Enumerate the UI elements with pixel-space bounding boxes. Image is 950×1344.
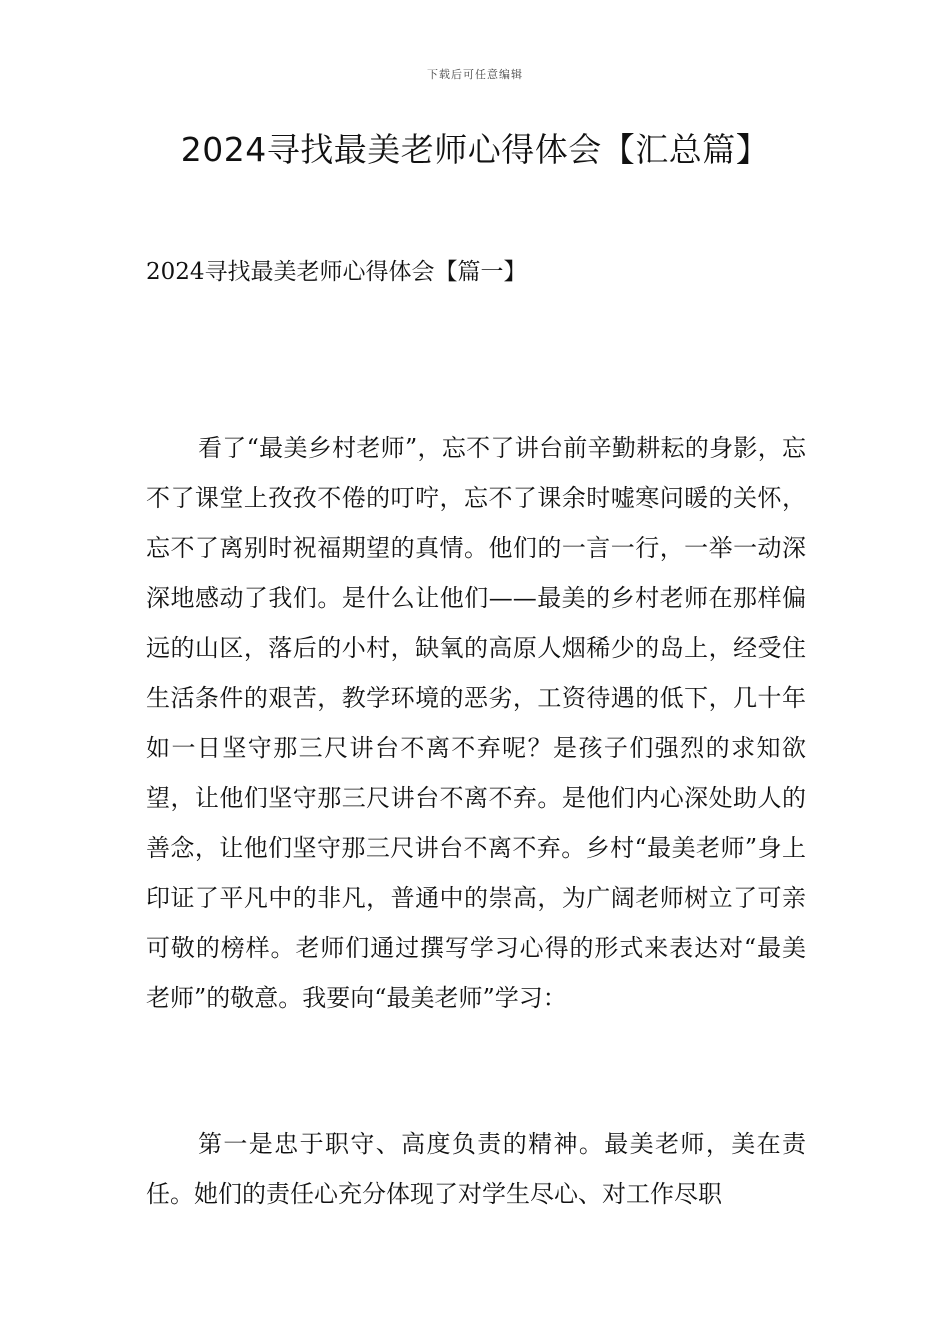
header-note: 下载后可任意编辑 [427,68,523,81]
document-title: 2024寻找最美老师心得体会【汇总篇】 [180,130,770,169]
body-paragraph: 第一是忠于职守、高度负责的精神。最美老师，美在责任。她们的责任心充分体现了对学生尽心、对工作尽职 [146,1130,806,1208]
section-heading: 2024寻找最美老师心得体会【篇一】 [146,259,527,285]
body-paragraph: 看了“最美乡村老师”，忘不了讲台前辛勤耕耘的身影，忘不了课堂上孜孜不倦的叮咛，忘不了课余时嘘寒问暖的关怀，忘不了离别时祝福期望的真情。他们的一言一行，一举一动深深地感动了我们。是什么让他们——最美的乡村老师在那样偏远的山区，落后的小村，缺氧的高原人烟稀少的岛上，经受住生活条件的艰苦，教学环境的恶劣，工资待遇的低下，几十年如一日坚守那三尺讲台不离不弃呢？是孩子们强烈的求知欲望，让他们坚守那三尺讲台不离不弃。是他们内心深处助人的善念，让他们坚守那三尺讲台不离不弃。乡村“最美老师”身上印证了平凡中的非凡，普通中的崇高，为广阔老师树立了可亲可敬的榜样。老师们通过撰写学习心得的形式来表达对“最美老师”的敬意。我要向“最美老师”学习： [146,434,806,1012]
